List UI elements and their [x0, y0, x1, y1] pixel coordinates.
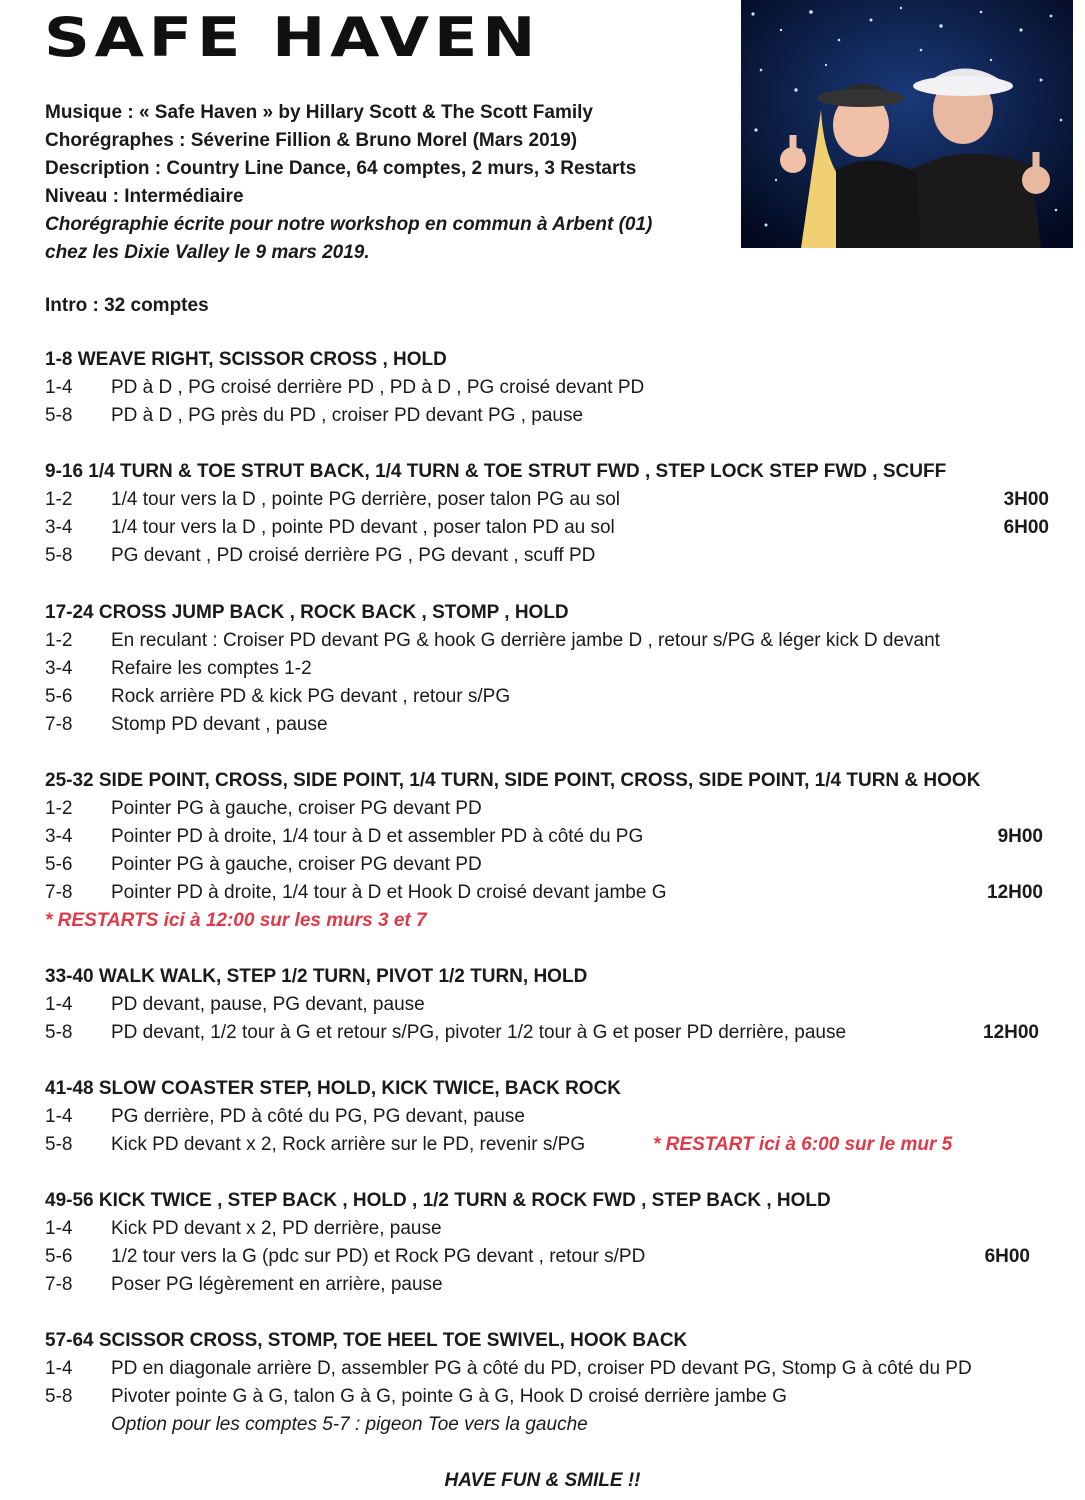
step-description: PD en diagonale arrière D, assembler PG à côté du PD, croiser PD devant PG, Stomp G à côté du PD [111, 1358, 972, 1379]
step-count: 3-4 [45, 826, 73, 847]
step-count: 7-8 [45, 1274, 73, 1295]
step-count: 1-4 [45, 377, 73, 398]
section-heading: 49-56 KICK TWICE , STEP BACK , HOLD , 1/2 TURN & ROCK FWD , STEP BACK , HOLD [45, 1190, 831, 1211]
step-row [45, 1103, 1055, 1131]
step-count: 5-6 [45, 1246, 73, 1267]
step-row [45, 627, 1055, 655]
step-count: 5-8 [45, 1022, 73, 1043]
step-description: PD à D , PG près du PD , croiser PD devant PG , pause [111, 405, 584, 426]
step-count: 5-8 [45, 1386, 73, 1407]
step-count: 1-4 [45, 1358, 73, 1379]
step-description: PD à D , PG croisé derrière PD , PD à D , PG croisé devant PD [111, 377, 645, 398]
step-count: 3-4 [45, 658, 73, 679]
step-description: Kick PD devant x 2, Rock arrière sur le PD, revenir s/PG [111, 1134, 586, 1155]
step-count: 5-6 [45, 686, 73, 707]
section-heading: 1-8 WEAVE RIGHT, SCISSOR CROSS , HOLD [45, 349, 447, 370]
step-count: 1-4 [45, 994, 73, 1015]
step-count: 1-4 [45, 1106, 73, 1127]
description-line: Description : Country Line Dance, 64 comptes, 2 murs, 3 Restarts [45, 158, 637, 179]
workshop-note-line1: Chorégraphie écrite pour notre workshop en commun à Arbent (01) [45, 214, 653, 235]
step-count: 7-8 [45, 882, 73, 903]
step-count: 1-4 [45, 1218, 73, 1239]
step-description: En reculant : Croiser PD devant PG & hook G derrière jambe D , retour s/PG & léger kick D devant [111, 630, 940, 651]
step-row [45, 823, 1055, 851]
step-description: 1/2 tour vers la G (pdc sur PD) et Rock PG devant , retour s/PD [111, 1246, 646, 1267]
step-description: PG derrière, PD à côté du PG, PG devant, pause [111, 1106, 525, 1127]
step-row [45, 683, 1055, 711]
section-heading: 57-64 SCISSOR CROSS, STOMP, TOE HEEL TOE SWIVEL, HOOK BACK [45, 1330, 688, 1351]
section-heading: 33-40 WALK WALK, STEP 1/2 TURN, PIVOT 1/2 TURN, HOLD [45, 966, 588, 987]
step-description: Kick PD devant x 2, PD derrière, pause [111, 1218, 442, 1239]
section-heading: 9-16 1/4 TURN & TOE STRUT BACK, 1/4 TURN & TOE STRUT FWD , STEP LOCK STEP FWD , SCUFF [45, 461, 947, 482]
section-25-32 [45, 767, 1055, 935]
section-9-16 [45, 458, 1055, 570]
step-row [45, 879, 1055, 907]
step-row [45, 851, 1055, 879]
option-note [45, 1411, 1055, 1439]
wall-direction: 12H00 [987, 882, 1043, 903]
section-1-8 [45, 346, 1055, 430]
wall-direction: 6H00 [1003, 517, 1049, 538]
step-count: 3-4 [45, 517, 73, 538]
step-count: 1-2 [45, 798, 73, 819]
wall-direction: 9H00 [997, 826, 1043, 847]
step-row [45, 1271, 1055, 1299]
step-count: 5-8 [45, 545, 73, 566]
level-line: Niveau : Intermédiaire [45, 186, 244, 207]
dance-title: SAFE HAVEN [44, 6, 541, 69]
step-description: 1/4 tour vers la D , pointe PD devant , poser talon PD au sol [111, 517, 615, 538]
step-count: 5-8 [45, 1134, 73, 1155]
step-row [45, 711, 1055, 739]
workshop-note-line2: chez les Dixie Valley le 9 mars 2019. [45, 242, 370, 263]
section-57-64 [45, 1327, 1055, 1439]
step-description: Rock arrière PD & kick PG devant , retour s/PG [111, 686, 511, 707]
step-count: 7-8 [45, 714, 73, 735]
step-row [45, 514, 1055, 542]
step-description: Poser PG légèrement en arrière, pause [111, 1274, 443, 1295]
step-description: PG devant , PD croisé derrière PG , PG devant , scuff PD [111, 545, 596, 566]
step-count: 5-8 [45, 405, 73, 426]
step-row [45, 1243, 1055, 1271]
dancers-photo-illustration [741, 0, 1073, 248]
step-row [45, 374, 1055, 402]
step-row [45, 1215, 1055, 1243]
step-row [45, 542, 1055, 570]
step-description: Pointer PD à droite, 1/4 tour à D et Hook D croisé devant jambe G [111, 882, 667, 903]
section-49-56 [45, 1187, 1055, 1299]
step-row [45, 486, 1055, 514]
section-17-24 [45, 599, 1055, 739]
section-heading: 17-24 CROSS JUMP BACK , ROCK BACK , STOMP , HOLD [45, 602, 569, 623]
step-description: Pivoter pointe G à G, talon G à G, pointe G à G, Hook D croisé derrière jambe G [111, 1386, 787, 1407]
step-description: Stomp PD devant , pause [111, 714, 328, 735]
step-count: 1-2 [45, 489, 73, 510]
step-description: Pointer PD à droite, 1/4 tour à D et assembler PD à côté du PG [111, 826, 644, 847]
option-text: Option pour les comptes 5-7 : pigeon Toe vers la gauche [111, 1414, 588, 1435]
dance-info [45, 99, 652, 267]
step-description: Pointer PG à gauche, croiser PG devant PD [111, 854, 482, 875]
section-heading: 25-32 SIDE POINT, CROSS, SIDE POINT, 1/4 TURN, SIDE POINT, CROSS, SIDE POINT, 1/4 TURN & HOOK [45, 770, 981, 791]
step-row [45, 991, 1055, 1019]
section-33-40 [45, 963, 1055, 1047]
section-41-48 [45, 1075, 1055, 1159]
step-description: Refaire les comptes 1-2 [111, 658, 312, 679]
step-description: Pointer PG à gauche, croiser PG devant PD [111, 798, 482, 819]
intro-count: Intro : 32 comptes [45, 295, 209, 316]
restart-note: * RESTARTS ici à 12:00 sur les murs 3 et 7 [45, 910, 427, 931]
wall-direction: 3H00 [1003, 489, 1049, 510]
step-row [45, 1019, 1055, 1047]
section-heading: 41-48 SLOW COASTER STEP, HOLD, KICK TWICE, BACK ROCK [45, 1078, 622, 1099]
step-row [45, 1383, 1055, 1411]
step-count: 5-6 [45, 854, 73, 875]
music-line: Musique : « Safe Haven » by Hillary Scott & The Scott Family [45, 102, 593, 123]
wall-direction: 12H00 [983, 1022, 1039, 1043]
step-description: PD devant, pause, PG devant, pause [111, 994, 425, 1015]
step-count: 1-2 [45, 630, 73, 651]
step-description: 1/4 tour vers la D , pointe PG derrière, poser talon PG au sol [111, 489, 621, 510]
dancers-photo [741, 0, 1073, 248]
step-row [45, 402, 1055, 430]
choreographers-line: Chorégraphes : Séverine Fillion & Bruno Morel (Mars 2019) [45, 130, 578, 151]
step-row [45, 795, 1055, 823]
restart-note: * RESTART ici à 6:00 sur le mur 5 [653, 1134, 953, 1155]
footer-slogan: HAVE FUN & SMILE !! [444, 1470, 641, 1491]
step-row [45, 1355, 1055, 1383]
wall-direction: 6H00 [984, 1246, 1030, 1267]
step-row [45, 1131, 1055, 1159]
step-row [45, 655, 1055, 683]
step-description: PD devant, 1/2 tour à G et retour s/PG, pivoter 1/2 tour à G et poser PD derrière, pause [111, 1022, 847, 1043]
